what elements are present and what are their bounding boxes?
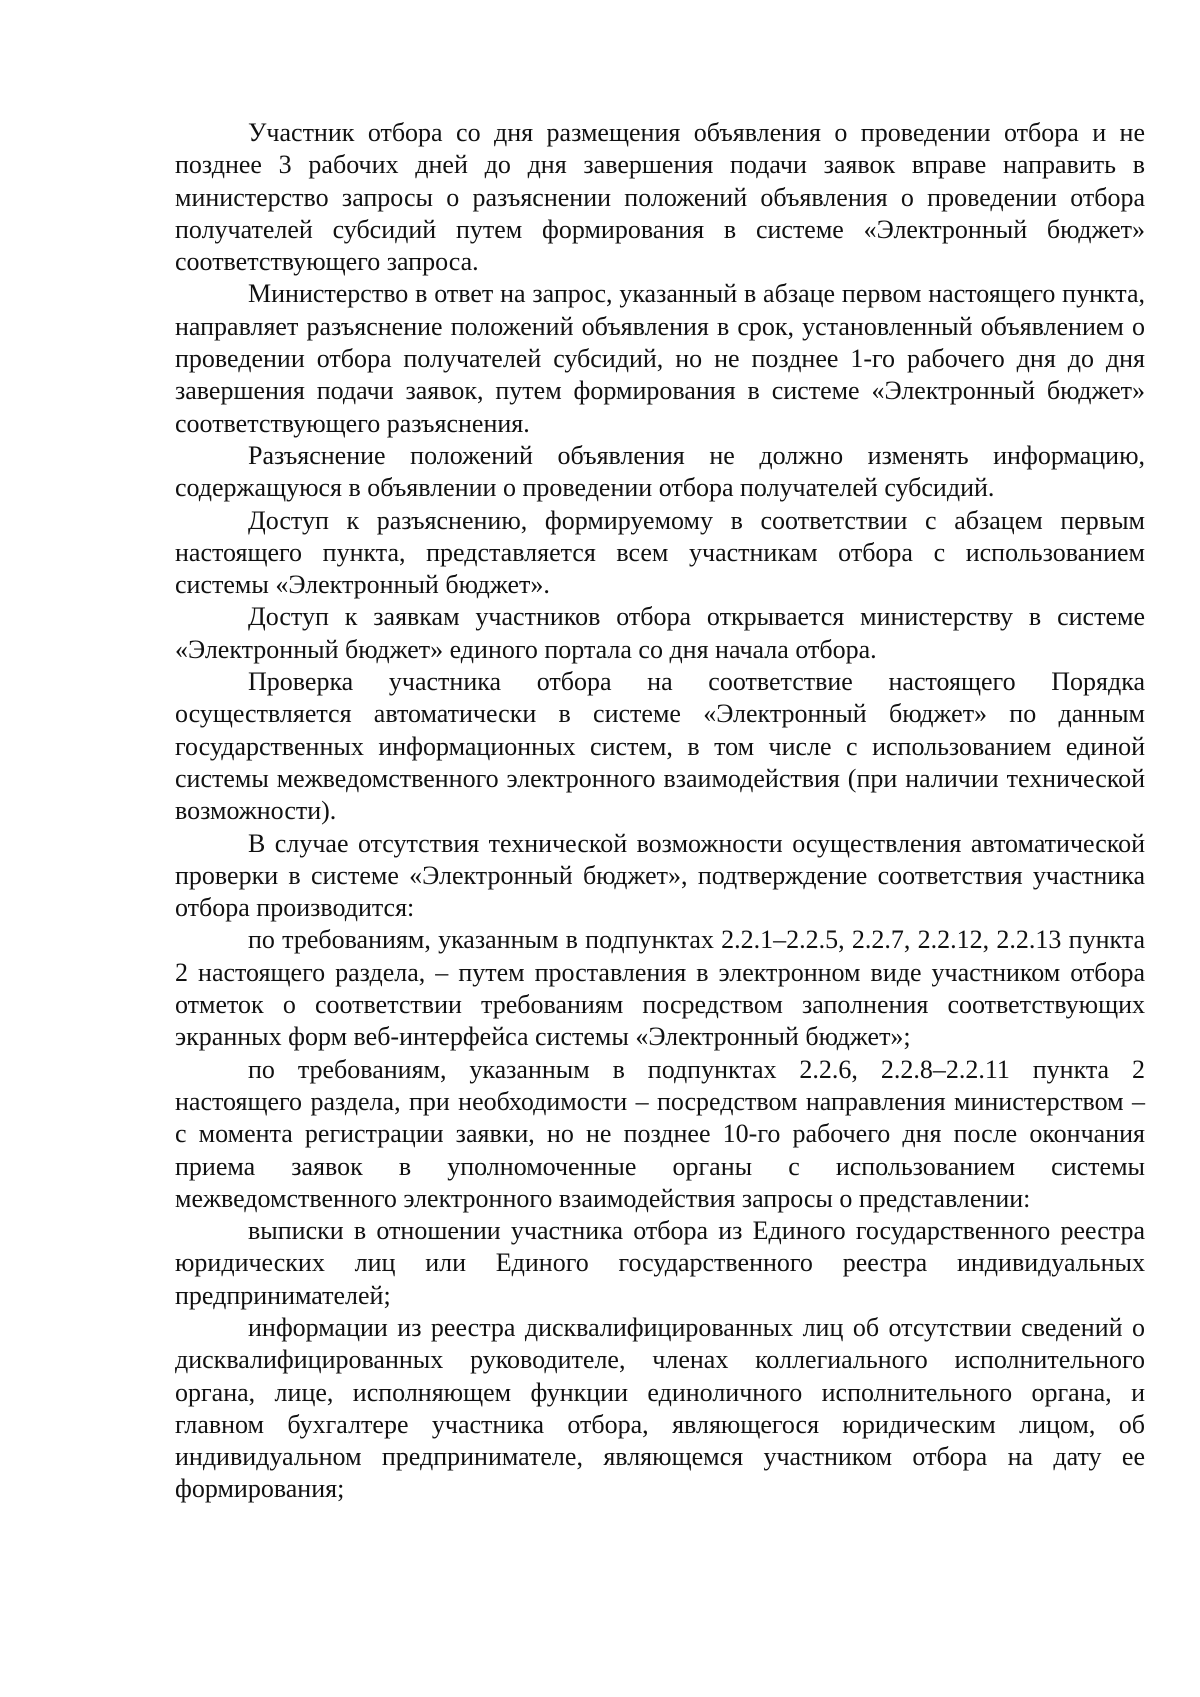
paragraph-4: Доступ к разъяснению, формируемому в соответствии с абзацем первым настоящего пункта, представляется всем участникам отбора с использованием системы «Электронный бюджет». <box>175 505 1145 600</box>
paragraph-3: Разъяснение положений объявления не должно изменять информацию, содержащуюся в объявлении о проведении отбора получателей субсидий. <box>175 440 1145 503</box>
document-body <box>175 117 1145 1506</box>
paragraph-11: информации из реестра дисквалифицированных лиц об отсутствии сведений о дисквалифицированных руководителе, членах коллегиального исполнительного органа, лице, исполняющем функции единоличного исполнительного органа, и главном бухгалтере участника отбора, являющегося юридическим лицом, об индивидуальном предпринимателе, являющемся участником отбора на дату ее формирования; <box>175 1312 1145 1504</box>
paragraph-9: по требованиям, указанным в подпунктах 2.2.6, 2.2.8–2.2.11 пункта 2 настоящего раздела, при необходимости – посредством направления министерством – с момента регистрации заявки, но не позднее 10-го рабочего дня после окончания приема заявок в уполномоченные органы с использованием системы межведомственного электронного взаимодействия запросы о представлении: <box>175 1054 1145 1213</box>
paragraph-8: по требованиям, указанным в подпунктах 2.2.1–2.2.5, 2.2.7, 2.2.12, 2.2.13 пункта 2 настоящего раздела, – путем проставления в электронном виде участником отбора отметок о соответствии требованиям посредством заполнения соответствующих экранных форм веб-интерфейса системы «Электронный бюджет»; <box>175 925 1145 1052</box>
paragraph-2: Министерство в ответ на запрос, указанный в абзаце первом настоящего пункта, направляет разъяснение положений объявления в срок, установленный объявлением о проведении отбора получателей субсидий, но не позднее 1-го рабочего дня до дня завершения подачи заявок, путем формирования в системе «Электронный бюджет» соответствующего разъяснения. <box>175 279 1145 438</box>
paragraph-6: Проверка участника отбора на соответствие настоящего Порядка осуществляется автоматически в системе «Электронный бюджет» по данным государственных информационных систем, в том числе с использованием единой системы межведомственного электронного взаимодействия (при наличии технической возможности). <box>175 667 1145 826</box>
paragraph-5: Доступ к заявкам участников отбора открывается министерству в системе «Электронный бюджет» единого портала со дня начала отбора. <box>175 602 1145 664</box>
paragraph-7: В случае отсутствия технической возможности осуществления автоматической проверки в системе «Электронный бюджет», подтверждение соответствия участника отбора производится: <box>175 828 1145 923</box>
paragraph-10: выписки в отношении участника отбора из Единого государственного реестра юридических лиц или Единого государственного реестра индивидуальных предпринимателей; <box>175 1216 1145 1310</box>
paragraph-1: Участник отбора со дня размещения объявления о проведении отбора и не позднее 3 рабочих дней до дня завершения подачи заявок вправе направить в министерство запросы о разъяснении положений объявления о проведении отбора получателей субсидий путем формирования в системе «Электронный бюджет» соответствующего запроса. <box>175 118 1145 277</box>
